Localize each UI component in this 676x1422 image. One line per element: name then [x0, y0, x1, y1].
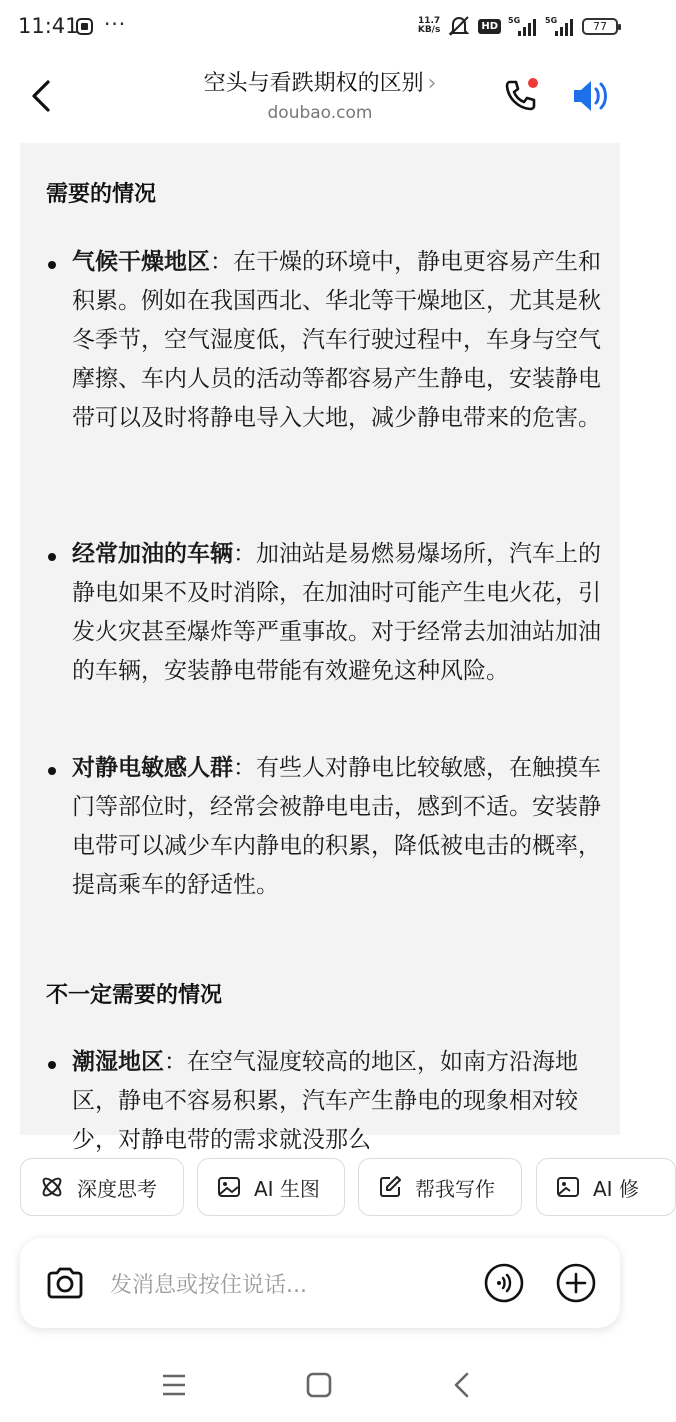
list-item-text: ：有些人对静电比较敏感，在触摸车门等部位时，经常会被静电电击，感到不适。安装静电带可以减少车内静电的积累，降低被电击的概率，提高乘车的舒适性。 — [72, 755, 601, 898]
list-item-heading: 潮湿地区 — [72, 1049, 164, 1075]
chevron-right-icon: › — [427, 71, 437, 96]
bullet-dot — [48, 261, 56, 269]
signal-icon-2 — [545, 15, 575, 37]
battery-icon: 77 — [582, 18, 618, 35]
system-nav-bar — [0, 1350, 640, 1422]
list-item-text: ：加油站是易燃易爆场所，汽车上的静电如果不及时消除，在加油时可能产生电火花，引发火灾甚至爆炸等严重事故。对于经常去加油站加油的车辆，安装静电带能有效避免这种风险。 — [72, 541, 601, 684]
camera-icon — [44, 1262, 86, 1304]
edit-icon — [377, 1174, 403, 1200]
nav-home-button[interactable] — [306, 1372, 332, 1402]
bullet-dot — [48, 767, 56, 775]
signal-icon-1 — [508, 15, 538, 37]
quick-action-chips — [20, 1158, 640, 1218]
list-item-heading: 气候干燥地区 — [72, 249, 210, 275]
back-button[interactable] — [26, 76, 56, 116]
message-input-bar — [20, 1238, 620, 1328]
list-item-text: ：在空气湿度较高的地区，如南方沿海地区，静电不容易积累，汽车产生静电的现象相对较少，对静电带的需求就没那么 — [72, 1049, 578, 1153]
menu-icon — [162, 1372, 186, 1398]
chip-label: AI 修 — [593, 1176, 639, 1201]
chip-label: 深度思考 — [77, 1176, 157, 1201]
chip-label: 帮我写作 — [415, 1176, 495, 1201]
list-item-heading: 对静电敏感人群 — [72, 755, 233, 781]
net-speed-value: 11.7 — [417, 16, 441, 26]
chip-deep-think[interactable] — [20, 1158, 184, 1216]
page-domain: doubao.com — [267, 103, 373, 123]
back-arrow-icon — [452, 1372, 472, 1398]
add-button[interactable] — [556, 1263, 596, 1307]
chip-ai-edit[interactable] — [536, 1158, 676, 1216]
svg-text:5G: 5G — [545, 16, 558, 25]
nav-menu-button[interactable] — [162, 1372, 186, 1402]
voice-input-button[interactable] — [484, 1263, 524, 1307]
home-square-icon — [306, 1372, 332, 1398]
list-item-text: ：在干燥的环境中，静电更容易产生和积累。例如在我国西北、华北等干燥地区，尤其是秋冬季节，空气湿度低，汽车行驶过程中，车身与空气摩擦、车内人员的活动等都容易产生静电，安装静电带可以及时将静电导入大地，减少静电带来的危害。 — [72, 249, 601, 431]
title-block[interactable] — [150, 66, 490, 123]
app-notification-icon — [76, 18, 93, 35]
list-item — [46, 535, 602, 691]
message-card — [20, 143, 620, 1153]
speaker-button[interactable] — [570, 76, 612, 116]
hd-badge: HD — [478, 19, 501, 34]
net-speed — [418, 17, 440, 35]
nav-back-button[interactable] — [452, 1372, 472, 1402]
camera-button[interactable] — [44, 1262, 86, 1308]
list-item — [46, 1043, 602, 1160]
atom-icon — [39, 1174, 65, 1200]
bullet-dot — [48, 553, 56, 561]
section-title-not-needed: 不一定需要的情况 — [46, 983, 223, 1008]
list-item — [46, 749, 602, 905]
status-bar — [0, 0, 640, 56]
list-item — [46, 243, 602, 438]
message-input[interactable]: 发消息或按住说话... — [110, 1273, 307, 1298]
page-title: 空头与看跌期权的区别 — [203, 71, 424, 96]
plus-circle-icon — [556, 1263, 596, 1303]
chip-label: AI 生图 — [254, 1176, 320, 1201]
chip-writing[interactable] — [358, 1158, 522, 1216]
image-edit-icon — [555, 1174, 581, 1200]
list-item-heading: 经常加油的车辆 — [72, 541, 233, 567]
header — [0, 56, 640, 136]
bullet-dot — [48, 1061, 56, 1069]
status-icons — [418, 15, 618, 37]
svg-text:5G: 5G — [508, 16, 521, 25]
more-notifications-icon: ··· — [104, 12, 127, 36]
mute-icon — [447, 15, 471, 37]
voice-wave-icon — [484, 1263, 524, 1303]
image-icon — [216, 1174, 242, 1200]
net-speed-unit: KB/s — [417, 25, 441, 35]
chip-ai-image[interactable] — [197, 1158, 345, 1216]
section-title-needed: 需要的情况 — [46, 182, 157, 207]
phone-call-button[interactable] — [500, 74, 542, 116]
status-time: 11:41 — [18, 14, 79, 38]
